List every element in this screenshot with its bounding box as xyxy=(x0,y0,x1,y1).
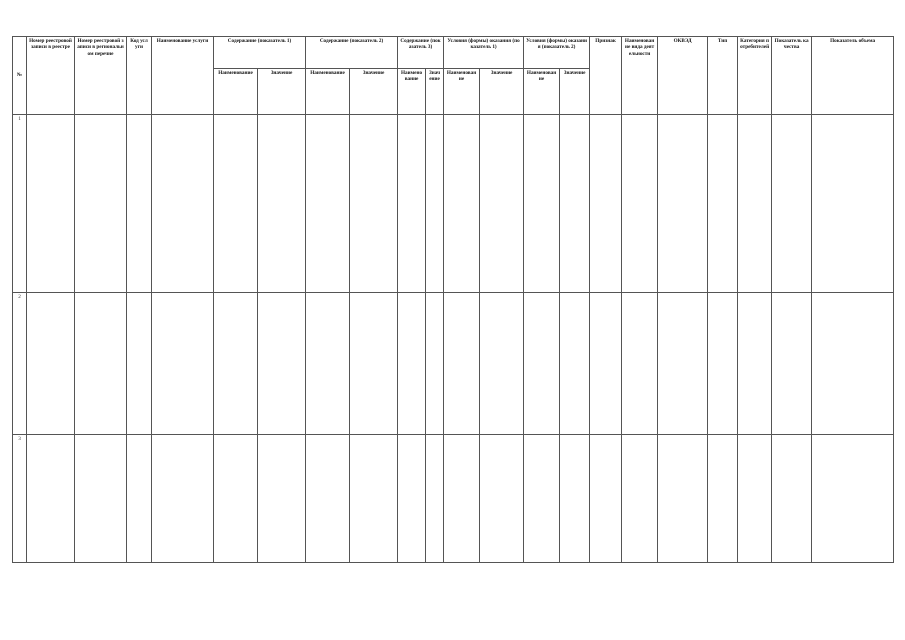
cell-volume xyxy=(812,293,894,435)
cell-service-code xyxy=(127,435,152,563)
cell-activity xyxy=(622,435,658,563)
header-number: № xyxy=(13,37,27,115)
cell-quality xyxy=(772,293,812,435)
cell-activity xyxy=(622,115,658,293)
cell-f1-value xyxy=(480,115,524,293)
cell-consumer xyxy=(738,293,772,435)
cell-c1-value xyxy=(258,115,306,293)
cell-consumer xyxy=(738,115,772,293)
header-c2-name: Наименование xyxy=(306,69,350,115)
cell-number: 3 xyxy=(13,435,27,563)
cell-volume xyxy=(812,115,894,293)
cell-f2-name xyxy=(524,293,560,435)
cell-regional-number xyxy=(75,435,127,563)
header-content-1: Содержание (показатель 1) xyxy=(214,37,306,69)
header-registry-number: Номер реестровой записи в реестре xyxy=(27,37,75,115)
cell-c3-value xyxy=(426,115,444,293)
cell-f2-value xyxy=(560,293,590,435)
cell-f1-name xyxy=(444,115,480,293)
header-type: Тип xyxy=(708,37,738,115)
header-activity: Наименование вида деятельности xyxy=(622,37,658,115)
cell-quality xyxy=(772,115,812,293)
cell-c2-name xyxy=(306,115,350,293)
cell-c3-name xyxy=(398,115,426,293)
cell-service-name xyxy=(152,435,214,563)
cell-type xyxy=(708,293,738,435)
cell-service-code xyxy=(127,293,152,435)
cell-c2-value xyxy=(350,435,398,563)
header-sign: Признак xyxy=(590,37,622,115)
header-c1-name: Наименование xyxy=(214,69,258,115)
cell-f1-name xyxy=(444,435,480,563)
cell-service-code xyxy=(127,115,152,293)
header-content-3: Содержание (показатель 3) xyxy=(398,37,444,69)
cell-okved xyxy=(658,293,708,435)
cell-f1-name xyxy=(444,293,480,435)
cell-okved xyxy=(658,115,708,293)
header-c2-value: Значение xyxy=(350,69,398,115)
header-consumer: Категория потребителей xyxy=(738,37,772,115)
header-c1-value: Значение xyxy=(258,69,306,115)
cell-registry-number xyxy=(27,435,75,563)
cell-f2-name xyxy=(524,115,560,293)
header-f1-value: Значение xyxy=(480,69,524,115)
cell-regional-number xyxy=(75,293,127,435)
header-okved: ОКВЭД xyxy=(658,37,708,115)
header-conditions-2: Условия (формы) оказания (показатель 2) xyxy=(524,37,590,69)
registry-document xyxy=(12,36,893,563)
table-row xyxy=(13,115,894,293)
cell-activity xyxy=(622,293,658,435)
header-f2-value: Значение xyxy=(560,69,590,115)
table-row xyxy=(13,435,894,563)
cell-number: 1 xyxy=(13,115,27,293)
cell-c2-value xyxy=(350,115,398,293)
header-service-name: Наименование услуги xyxy=(152,37,214,115)
cell-registry-number xyxy=(27,115,75,293)
cell-c1-value xyxy=(258,435,306,563)
cell-regional-number xyxy=(75,115,127,293)
cell-c1-name xyxy=(214,293,258,435)
header-f2-name: Наименование xyxy=(524,69,560,115)
cell-c1-name xyxy=(214,115,258,293)
cell-f2-value xyxy=(560,115,590,293)
table-row xyxy=(13,293,894,435)
cell-volume xyxy=(812,435,894,563)
cell-f1-value xyxy=(480,293,524,435)
header-service-code: Код услуги xyxy=(127,37,152,115)
header-f1-name: Наименование xyxy=(444,69,480,115)
header-c3-name: Наименование xyxy=(398,69,426,115)
cell-service-name xyxy=(152,293,214,435)
header-content-2: Содержание (показатель 2) xyxy=(306,37,398,69)
header-conditions-1: Условия (формы) оказания (показатель 1) xyxy=(444,37,524,69)
cell-sign xyxy=(590,435,622,563)
cell-f1-value xyxy=(480,435,524,563)
cell-type xyxy=(708,435,738,563)
cell-c3-value xyxy=(426,435,444,563)
registry-table xyxy=(12,36,894,563)
cell-registry-number xyxy=(27,293,75,435)
cell-c2-name xyxy=(306,435,350,563)
cell-c2-name xyxy=(306,293,350,435)
header-volume-indicator: Показатель объема xyxy=(812,37,894,115)
cell-consumer xyxy=(738,435,772,563)
cell-c1-name xyxy=(214,435,258,563)
cell-type xyxy=(708,115,738,293)
header-quality-indicator: Показатель качества xyxy=(772,37,812,115)
cell-okved xyxy=(658,435,708,563)
header-c3-value: Значение xyxy=(426,69,444,115)
cell-sign xyxy=(590,293,622,435)
cell-c3-name xyxy=(398,435,426,563)
cell-c1-value xyxy=(258,293,306,435)
cell-f2-value xyxy=(560,435,590,563)
cell-c3-name xyxy=(398,293,426,435)
cell-service-name xyxy=(152,115,214,293)
cell-sign xyxy=(590,115,622,293)
cell-c3-value xyxy=(426,293,444,435)
cell-quality xyxy=(772,435,812,563)
header-regional-number: Номер реестровой записи в региональном перечне xyxy=(75,37,127,115)
cell-f2-name xyxy=(524,435,560,563)
cell-c2-value xyxy=(350,293,398,435)
cell-number: 2 xyxy=(13,293,27,435)
